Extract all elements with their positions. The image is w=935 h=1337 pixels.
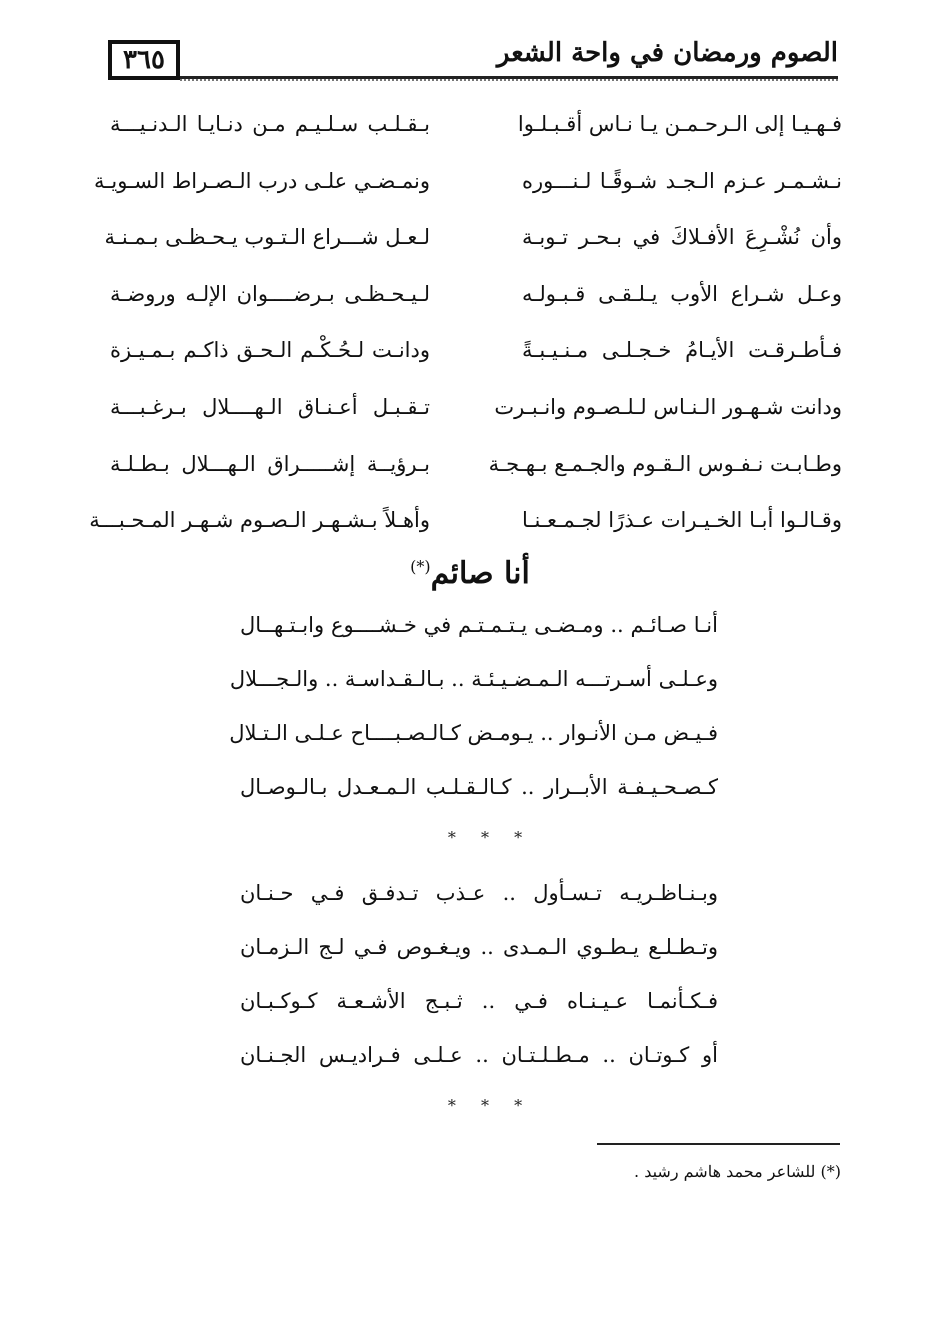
second-hemistich: بـقـلـب سـلـيـم مـن دنـايـا الـدنـيـــة (110, 112, 430, 136)
second-hemistich: لـيـحـظـى بـرضــــوان الإلـه وروضـة (110, 281, 430, 306)
couplet (110, 104, 842, 161)
second-hemistich: لـعـل شـــراع الـتـوب يـحـظـى بـمـنـة (104, 225, 430, 250)
stanza-two (240, 866, 718, 1082)
couplet (110, 274, 842, 331)
first-hemistich: وقـالـوا أبـا الخـيـرات عـذرًا لجـمـعـنـا (522, 508, 842, 533)
second-hemistich: ودانـت لـحُـكْـم الـحـق ذاكـم بـمـيـزة (110, 338, 430, 363)
couplet (104, 217, 842, 274)
second-hemistich: ونمـضـي علـى درب الـصـراط السـويـة (93, 168, 430, 193)
stanza-separator: * * * (447, 828, 533, 847)
first-hemistich: ودانت شـهـور الـنـاس لـلـصـوم وانـبـرت (494, 394, 842, 419)
couplet (89, 500, 842, 557)
verse-line: أو كـوتـان .. مـطـلـتـان .. عـلـى فـراديـس الجـنـان (240, 1043, 718, 1067)
footnote: (*) للشاعر محمد هاشم رشيد . (634, 1162, 841, 1181)
couplet (110, 330, 842, 387)
first-hemistich: وطـابـت نـفـوس الـقـوم والجـمـع بـهـجـة (488, 451, 842, 476)
verse-line: كـصـحـيـفـة الأبــرار .. كـالـقـلـب الـمـعـدل بـالـوصـال (240, 775, 718, 799)
verse-line: أنـا صـائـم .. ومـضـى يـتـمـتـم في خـشــــوع وابـتـهــال (240, 613, 718, 637)
stanza-one (229, 598, 718, 814)
second-hemistich: وأهـلاً بـشـهـر الـصـوم شـهـر المـحـبـــة (89, 508, 430, 533)
first-hemistich: وأن نُشْـرِعَ الأفـلاكَ في بـحـر تـوبـة (522, 225, 842, 250)
page-header (108, 34, 838, 90)
second-hemistich: بـرؤيــة إشـــــراق الـهـــلال بـطـلـة (110, 451, 430, 476)
couplet (110, 387, 842, 444)
first-hemistich: نـشـمـر عـزم الـجـد شـوقًـا لـنـــوره (522, 168, 842, 193)
couplets-section (89, 104, 842, 557)
first-hemistich: فـأطـرقـت الأيـامُ خـجـلـى مـنـيـبـةً (522, 338, 842, 363)
verse-line: وبـنـاظـريـه تـسـأول .. عـذب تـدفـق فـي حـنـان (240, 881, 718, 905)
page-number: ٣٦٥ (108, 40, 180, 80)
verse-line: فـيـض مـن الأنـوار .. يـومـض كـالـصـبــــاح عـلـى الـتـلال (229, 721, 718, 745)
first-hemistich: وعـل شـراع الأوب يـلـقـى قـبـولـه (522, 281, 842, 306)
verse-line: وتـطـلـع يـطـوي الـمـدى .. ويـغـوص فـي لـج الـزمـان (240, 935, 718, 959)
stanza-separator: * * * (447, 1096, 533, 1115)
footnote-marker: (*) (410, 557, 431, 576)
header-rule (180, 76, 838, 81)
couplet (110, 444, 842, 501)
poem-title (300, 556, 640, 591)
footnote-rule (597, 1143, 840, 1145)
verse-line: فـكـأنمـا عـيـنـاه فـي .. ثـبـج الأشـعـة كـوكـبـان (240, 989, 718, 1013)
verse-line: وعـلـى أسـرتـــه الـمـضـيـئـة .. بـالـقـداسـة .. والـجـــلال (229, 667, 718, 691)
running-title: الصوم ورمضان في واحة الشعر (496, 38, 838, 68)
couplet (93, 161, 842, 218)
first-hemistich: فـهـيـا إلى الـرحـمـن يـا نـاس أقـبـلـوا (517, 112, 842, 136)
second-hemistich: تـقـبـل أعـنـاق الـهــــلال بـرغـبـــة (110, 394, 430, 419)
poem-title-text: أنا صائم (430, 556, 530, 591)
